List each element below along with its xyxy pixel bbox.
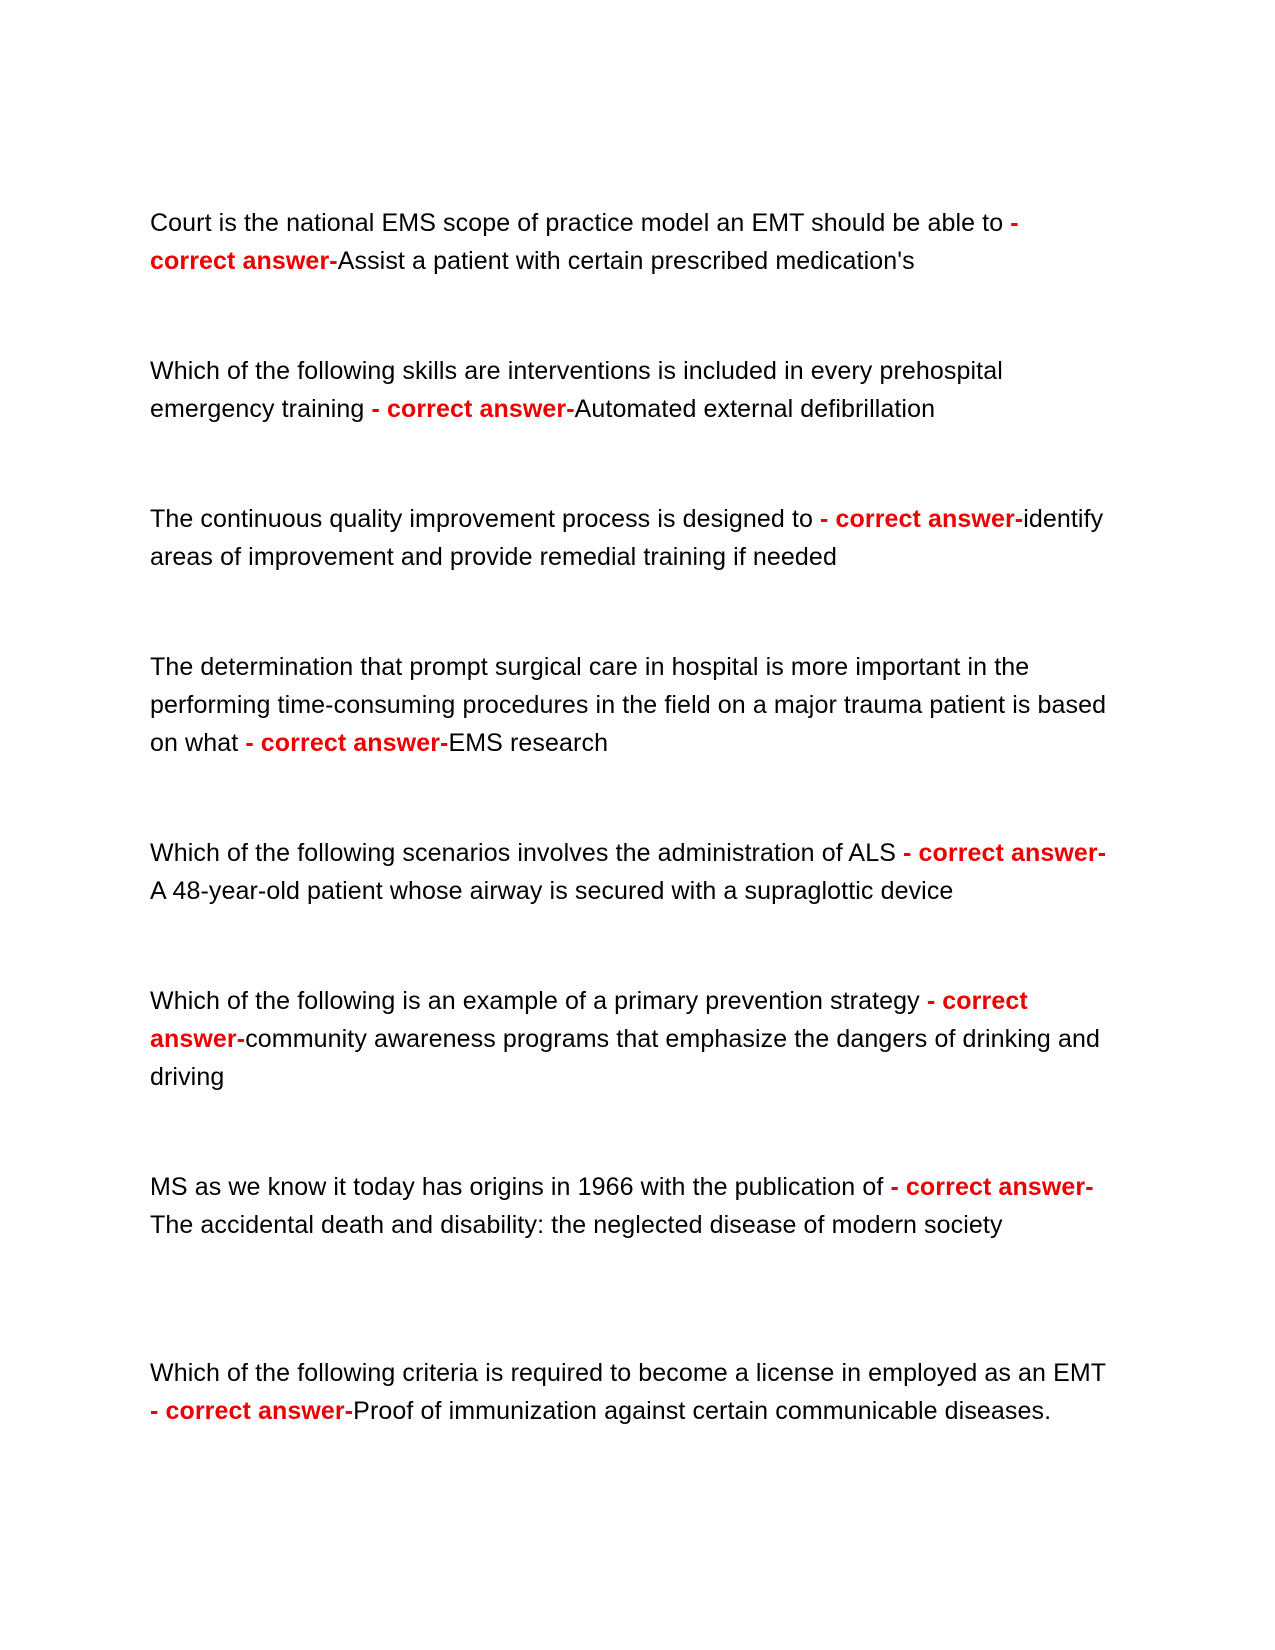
qa-item <box>150 1354 1110 1430</box>
answer-text: Assist a patient with certain prescribed medication's <box>337 247 915 275</box>
answer-text: community awareness programs that emphasize the dangers of drinking and driving <box>150 1025 1100 1091</box>
correct-answer-marker: - correct answer- <box>150 987 1028 1053</box>
question-text: Which of the following scenarios involves the administration of ALS <box>150 839 904 867</box>
correct-answer-marker: - correct answer- <box>150 209 1019 275</box>
question-text: MS as we know it today has origins in 1966 with the publication of <box>150 1173 891 1201</box>
correct-answer-marker: - correct answer- <box>245 729 449 757</box>
correct-answer-marker: - correct answer- <box>890 1173 1094 1201</box>
correct-answer-marker: - correct answer- <box>820 505 1024 533</box>
question-text: The determination that prompt surgical care in hospital is more important in the performing time-consuming procedures in the field on a major trauma patient is based on what <box>150 653 1107 757</box>
answer-text: Proof of immunization against certain communicable diseases. <box>353 1397 1052 1425</box>
answer-text: EMS research <box>448 729 609 757</box>
qa-item <box>150 500 1110 576</box>
answer-text: Automated external defibrillation <box>574 395 936 423</box>
qa-item <box>150 982 1110 1096</box>
correct-answer-marker: - correct answer- <box>150 1397 354 1425</box>
correct-answer-marker: - correct answer- <box>903 839 1107 867</box>
qa-item <box>150 648 1110 762</box>
question-text: Which of the following criteria is required to become a license in employed as an EMT <box>150 1359 1106 1387</box>
qa-item <box>150 834 1110 910</box>
qa-item <box>150 1168 1110 1244</box>
correct-answer-marker: - correct answer- <box>371 395 575 423</box>
qa-item <box>150 352 1110 428</box>
answer-text: The accidental death and disability: the neglected disease of modern society <box>150 1211 1003 1239</box>
answer-text: A 48-year-old patient whose airway is secured with a supraglottic device <box>150 877 954 905</box>
qa-item <box>150 204 1110 280</box>
question-text: Which of the following skills are interventions is included in every prehospital emergency training <box>150 357 1003 423</box>
question-text: Which of the following is an example of a primary prevention strategy <box>150 987 927 1015</box>
answer-text: identify areas of improvement and provide remedial training if needed <box>150 505 1104 571</box>
question-text: The continuous quality improvement process is designed to <box>150 505 821 533</box>
question-text: Court is the national EMS scope of practice model an EMT should be able to <box>150 209 1011 237</box>
